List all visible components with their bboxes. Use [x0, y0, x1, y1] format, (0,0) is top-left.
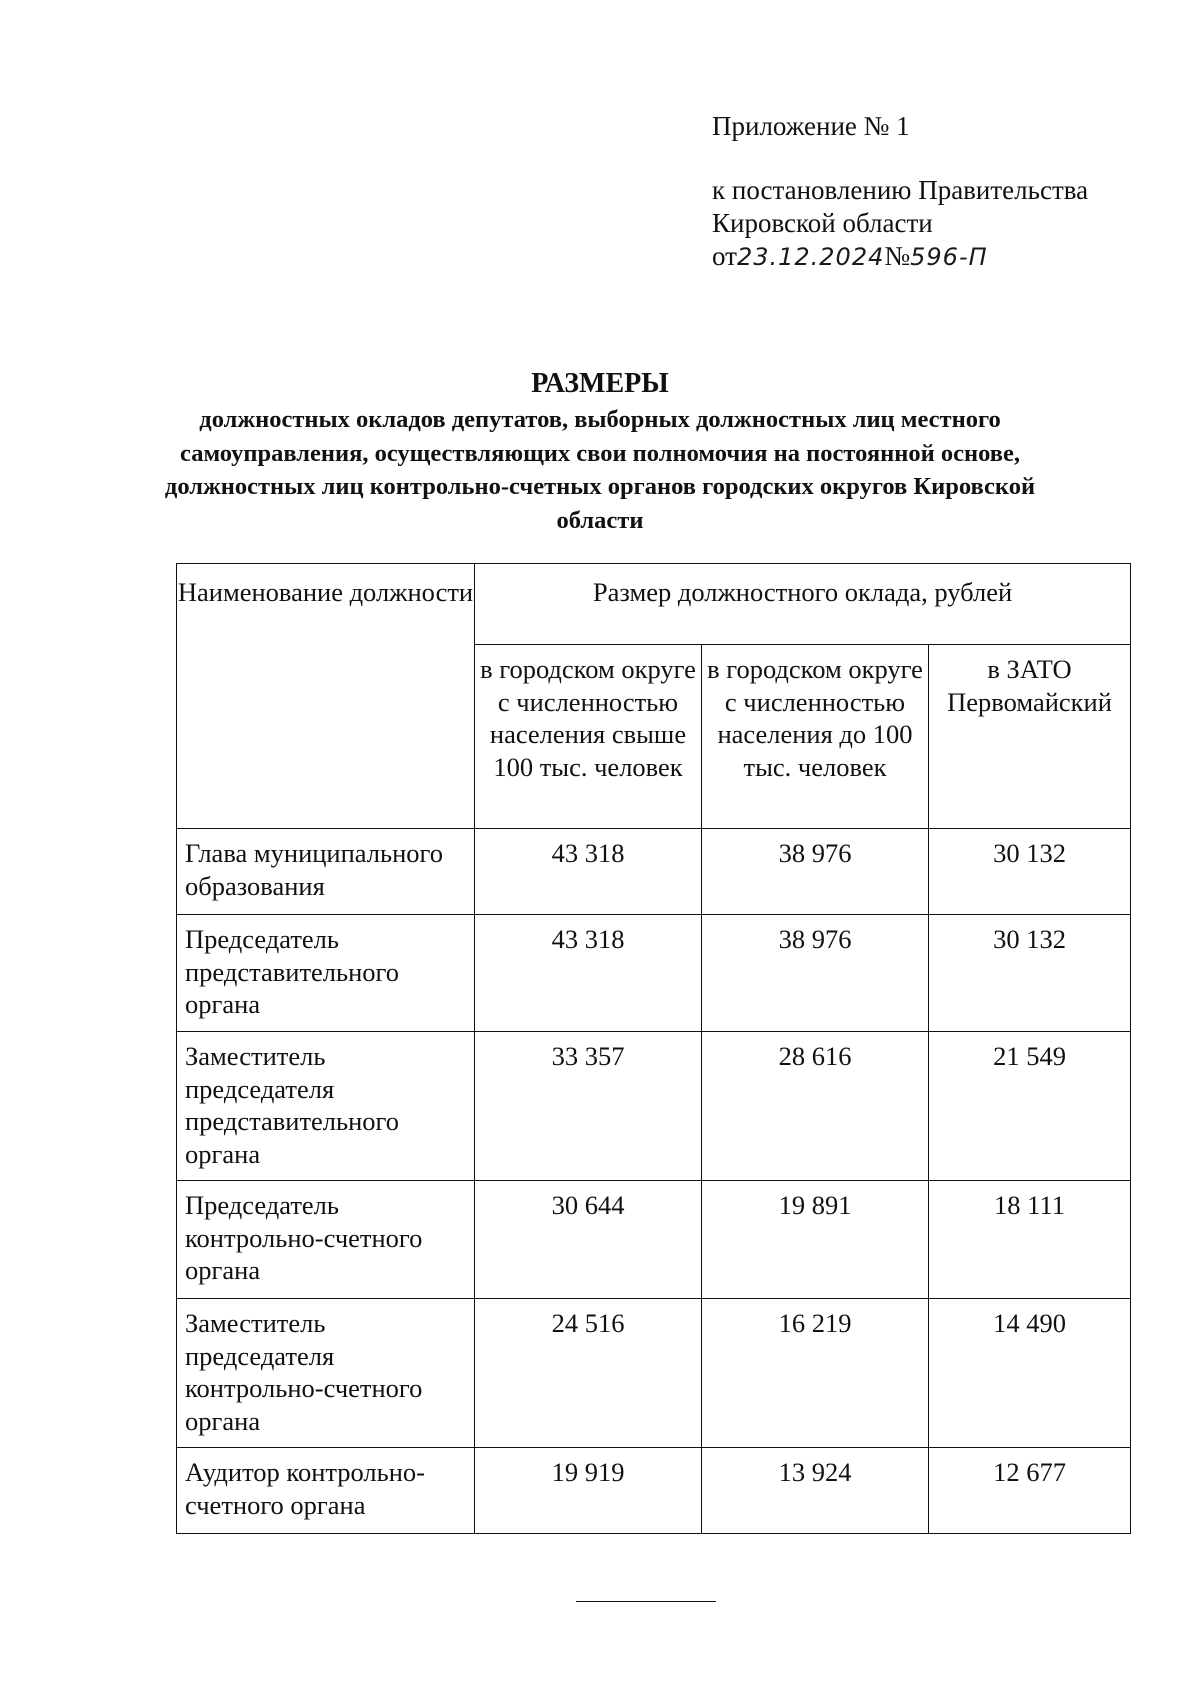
- header-salary: Размер должностного оклада, рублей: [475, 564, 1131, 645]
- row-value-zato: 14 490: [929, 1299, 1131, 1448]
- row-value-over-100k: 33 357: [475, 1032, 702, 1181]
- row-position-name: Аудитор контрольно-счетного органа: [177, 1448, 475, 1534]
- row-value-over-100k: 43 318: [475, 829, 702, 915]
- appendix-block: [712, 110, 1088, 274]
- row-value-zato: 21 549: [929, 1032, 1131, 1181]
- table-row: [177, 829, 1131, 915]
- appendix-region-line: Кировской области: [712, 208, 933, 238]
- document-subtitle: должностных окладов депутатов, выборных должностных лиц местного самоуправления, осуществляющих свои полномочия на постоянной основе, должностных лиц контрольно-счетных органов городских округов Кировской области: [164, 406, 1036, 534]
- row-value-over-100k: 30 644: [475, 1181, 702, 1299]
- row-value-zato: 12 677: [929, 1448, 1131, 1534]
- row-value-under-100k: 19 891: [702, 1181, 929, 1299]
- handwritten-date: 23.12.2024: [736, 243, 885, 271]
- row-value-under-100k: 38 976: [702, 915, 929, 1032]
- row-value-over-100k: 24 516: [475, 1299, 702, 1448]
- document-heading: [150, 367, 1050, 537]
- row-value-under-100k: 38 976: [702, 829, 929, 915]
- salary-table: [176, 563, 1131, 1534]
- handwritten-number: 596-П: [910, 243, 988, 271]
- table-row: [177, 1032, 1131, 1181]
- row-value-zato: 30 132: [929, 829, 1131, 915]
- row-value-zato: 30 132: [929, 915, 1131, 1032]
- appendix-label: Приложение № 1: [712, 111, 910, 141]
- subheader-zato: в ЗАТО Первомайский: [929, 645, 1131, 829]
- row-value-under-100k: 16 219: [702, 1299, 929, 1448]
- table-row: [177, 1181, 1131, 1299]
- row-value-under-100k: 13 924: [702, 1448, 929, 1534]
- row-position-name: Заместитель председателя контрольно-счетного органа: [177, 1299, 475, 1448]
- document-title: РАЗМЕРЫ: [531, 368, 669, 399]
- end-divider-line: [576, 1601, 716, 1602]
- appendix-decree-line: к постановлению Правительства: [712, 175, 1089, 205]
- number-prefix: №: [884, 241, 911, 271]
- subheader-under-100k: в городском округе с численностью населения до 100 тыс. человек: [702, 645, 929, 829]
- row-position-name: Глава муниципального образования: [177, 829, 475, 915]
- row-value-over-100k: 19 919: [475, 1448, 702, 1534]
- row-position-name: Председатель представительного органа: [177, 915, 475, 1032]
- table-header-row: [177, 564, 1131, 645]
- table-row: [177, 1448, 1131, 1534]
- row-position-name: Заместитель председателя представительного органа: [177, 1032, 475, 1181]
- row-value-under-100k: 28 616: [702, 1032, 929, 1181]
- row-value-over-100k: 43 318: [475, 915, 702, 1032]
- row-position-name: Председатель контрольно-счетного органа: [177, 1181, 475, 1299]
- table-row: [177, 915, 1131, 1032]
- subheader-over-100k: в городском округе с численностью населения свыше 100 тыс. человек: [475, 645, 702, 829]
- date-prefix: от: [712, 241, 737, 271]
- table-row: [177, 1299, 1131, 1448]
- appendix-date-line: [712, 240, 1088, 274]
- row-value-zato: 18 111: [929, 1181, 1131, 1299]
- header-position: Наименование должности: [177, 564, 475, 829]
